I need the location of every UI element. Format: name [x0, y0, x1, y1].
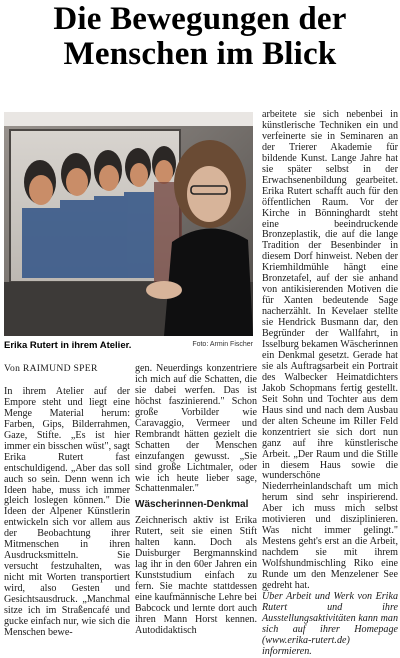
headline-line-1: Die Bewegungen der — [53, 1, 347, 37]
paragraph: gen. Neuerdings konzentriere ich mich auf die Schatten, die sie dabei werfen. Das ist höchst faszinierend." Schon große Vorbilder wie Caravaggio, Vermeer und Rembrandt hätten gezielt die Schatten der Menschen einzufangen gewusst. „Sie sind große Lichtmaler, oder wie ich heute lieber sage, Schattenmaler." — [135, 363, 257, 495]
photo-caption-line — [4, 340, 253, 352]
headline — [0, 2, 400, 72]
paragraph: arbeitete sie sich nebenbei in künstlerische Techniken ein und verfeinerte sie in Seminaren an der Trierer Akademie für bildende Kunst. Lange Jahre hat sie später selbst in der Erwachsenenbildung gearbeitet. Erika Rutert schafft auch für den öffentlichen Raum. Vor der Kirche in Bönninghardt steht eine beeindruckende Bronzeplastik, die auf die lange Tradition der Besenbinder in diesem Dorf hinweist. Neben der Kriemhildmühle hängt eine Bronzetafel, auf der sie anhand von antikisierenden Motiven die für Xanten bedeutende Sage nacherzählt. In Kevelaer stellte sie Hendrick Busmann dar, den Begründer der Wallfahrt, in Isselburg bekamen Wäscherinnen ein Denkmal gesetzt. Gerade hat sie als Auftragsarbeit ein Portrait des Walbecker Heimatdichters Jakob Schopmans fertig gestellt. Seit Sohn und Tochter aus dem Haus sind und nach dem Ausbau der alten Scheune im Riller Feld konzentriert sie sich dort nun ganz auf ihre künstlerische Arbeit. „Der Raum und die Stille in diesem Haus sowie die wunderschöne Niederrheinlandschaft um mich herum sind sehr inspirierend. Aber ich muss mich selbst motivieren und disziplinieren. Was nicht immer gelingt." Mestens geht's erst an die Arbeit, nachdem sie mit ihrem Wolfshundmischling Riko eine Runde um den Menzelener See gedreht hat. — [262, 109, 398, 591]
author-byline: Von RAIMUND SPER — [4, 363, 98, 374]
artist-studio-photo-illustration — [4, 112, 253, 336]
headline-line-2: Menschen im Blick — [63, 36, 337, 72]
photo-credit: Foto: Armin Fischer — [192, 341, 253, 348]
subheading: Wäscherinnen-Denkmal — [135, 499, 249, 511]
column-middle — [135, 364, 257, 637]
info-box-text: Über Arbeit und Werk von Erika Rutert und ihre Ausstellungsaktivitäten kann man sich auf ihrer Homepage (www.erika-rutert.de) informieren. — [262, 590, 398, 657]
paragraph: Zeichnerisch aktiv ist Erika Rutert, seit sie einen Stift halten kann. Doch als Duisburger Bergmannskind lag ihr in den 60er Jahren ein Kunststudium einfach zu fern. Sie machte stattdessen eine kaufmännische Lehre bei Babcock und lernte dort auch ihren Mann Horst kennen. Autodidaktisch — [135, 515, 257, 636]
article-photo — [4, 112, 253, 336]
photo-caption: Erika Rutert in ihrem Atelier. — [4, 340, 132, 351]
column-left — [4, 364, 130, 639]
column-right — [262, 110, 398, 658]
paragraph: In ihrem Atelier auf der Empore steht und liegt eine Menge Material herum: Farben, Gips, Bilderrahmen, Gaze, Stifte. „Es ist hier immer ein bisschen wüst", sagt Erika Rutert fast entschuldigend. „Aber das soll auch so sein. Denn wenn ich Ideen habe, muss ich immer gleich loslegen können." Die Ideen der Alpener Künstlerin entwickeln sich vor allem aus der Beobachtung ihrer Mitmenschen in ihren Ausdrucksmitteln. Sie versucht festzuhalten, was nicht mit Worten transportiert wird, also Gesten und Gesichtsausdruck. „Manchmal sitze ich im Straßencafé und gucke einfach nur, wie sich die Menschen bewe- — [4, 385, 130, 638]
